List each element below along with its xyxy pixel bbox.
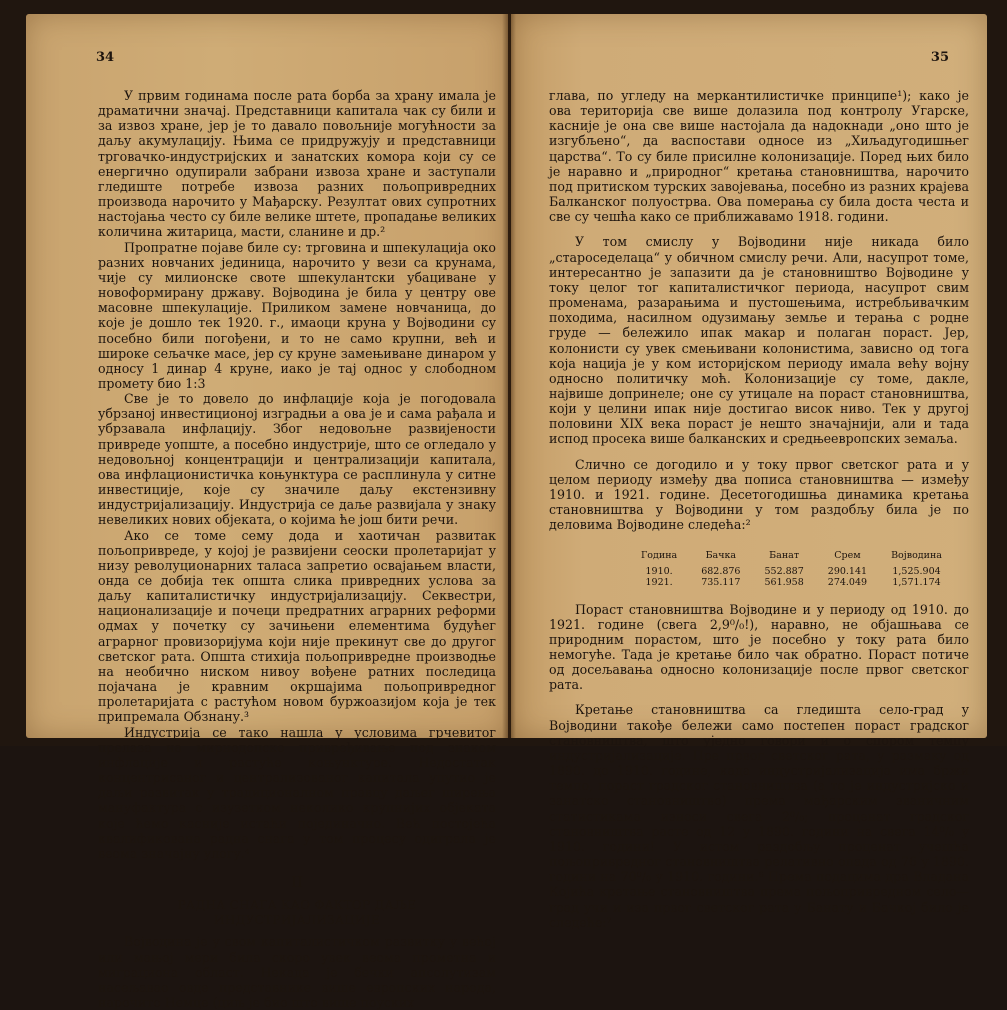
paragraph: У том смислу у Војводини није никада било „староседелаца“ у обичном смислу речи. Али, насупрот томе, интересантно је запазити да је становништво Војводине у току целог тог капиталистичког периода, насупрот свим променама, разарањима и пустошењима, истребљивачким походима, насилном одузимању земље и терања с родне груде — бележило ипак макар и полаган пораст. Јер, колонисти су увек смењивани колонистима, зависно од тога која нација је у ком историјском периоду имала већу војну односно политичку моћ. Колонизације су томе, дакле, највише допринеле; оне су утицале на пораст становништва, који у целини ипак није достигао висок ниво. Тек у другој половини XIX века пораст је нешто значајнији, али и тада испод просека више балканских и средњеевропских земаља.	[549, 234, 969, 447]
table-row	[629, 577, 954, 588]
table-row	[629, 566, 954, 577]
table-cell: 552.887	[764, 565, 804, 577]
table-cell: 735.117	[701, 576, 741, 588]
section-heading: РАДНА СНАГА КАО ФАКТОР ДАЉЕ ИНДУСТРИЈАЛИЗАЦИЈЕ	[177, 898, 417, 928]
paragraph: глава, по угледу на меркантилистичке принципе¹); како је ова територија све више долазила под контролу Угарске, касније је она све више настојала да надокнади „оно што је изгубљено“, да васпостави односе из „Хиљадугодишњег царства“. То су биле присилне колонизације. Поред њих било је наравно и „природног“ кретања становништва, нарочито под притиском турских завојевања, посебно из разних крајева Балканског полуострва. Ова померања су била доста честа и све су чешћа како се приближавамо 1918. години.	[549, 88, 969, 225]
table-cell: 1,525.904	[892, 565, 941, 577]
table-cell: 274.049	[827, 576, 868, 588]
left-page-text	[98, 88, 496, 1010]
table-cell: 561.958	[764, 576, 804, 588]
section-number: II	[291, 872, 303, 891]
table-header-cell: Банат	[769, 550, 800, 562]
table-header-row	[629, 546, 954, 565]
page-number-right: 35	[930, 50, 949, 65]
left-page	[26, 14, 508, 1010]
paragraph: Ако се томе сему дода и хаотичан развитак пољопривреде, у којој је развијени сеоски пролетаријат у низу револуционарних таласа запретио освајањем власти, онда се добија тек општа слика привредних услова за даљу капиталистичку индустријализацију. Секвестри, национализације и почеци предратних аграрних реформи одмах у почетку су зачињени елементима будућег аграрног провизоријума који није прекинут све до другог светског рата. Општа стихија пољопривредне производње на необично ниском нивоу вођене ратних последица појачана је кравним окршајима пољопривредног пролетаријата с растућом новом буржоазијом која је тек припремала Обзнану.³	[98, 527, 496, 725]
table-header-cell: Бачка	[705, 550, 737, 562]
table-cell: 1921.	[645, 576, 673, 588]
paragraph: Војводина је у свом капиталистичком развитку у већој или мањој мери била скоро увек веома прометна и миграциона област. Некада је бечки апсолутизам насељавао овде представнике више европских народа, нарочито Немце (циљ је био што више поуских	[98, 934, 496, 1010]
page-number-left: 34	[96, 50, 115, 65]
table-cell: 1910.	[645, 565, 673, 577]
paragraph: Индустрија се тако нашла у условима грчевитог прелаза на мирнодопско привређивање под знаком инфлације и растуће коњунктуре. Недостатак концентрисаног и централизованог капитала упутио је даљи развитак у традиционалном правцу даљег ширења мануфактура с изузетком неколико крупнијих објеката које ћемо касније истаћи појединачно. Већ постојећа квалификована радна снага у том процесу одиграла је веома значајну улогу.⁴	[98, 724, 496, 861]
right-page	[511, 14, 987, 930]
paragraph: Све је то довело до инфлације која је погодовала убрзаној инвестиционој изградњи а ова је и сама рађала и убрзавала инфлацију. Због недовољне развијености привреде уопште, а посебно индустрије, што се огледало у недовољној концентрацији и централизацији капитала, ова инфлационистичка коњунктура се расплинула у ситне инвестиције, које су значиле даљу екстензивну индустријализацију. Индустрија се даље развијала у знаку невеликих нових објеката, о којима ће још бити речи.	[98, 391, 496, 528]
paragraph: У првим годинама после рата борба за храну имала је драматични значај. Представници капитала чак су били и за извоз хране, јер је то давало повољније могућности за даљу акумулацију. Њима се придружују и представници трговачко-индустријских и занатских комора који су се енергично одупирали забрани извоза хране и заступали гледиште потребе извоза разних пољопривредних производа нарочито у Мађарску. Резултат ових супротних настојања често су биле велике штете, пропадање великих количина житарица, масти, сланине и др.²	[98, 88, 496, 240]
paragraph: Слично се догодило и у току првог светског рата и у целом периоду између два пописа становништва — између 1910. и 1921. године. Десетогодишња динамика кретања становништва у Војводини у том раздобљу била је по деловима Војводине следећа:²	[549, 456, 969, 533]
paragraph: Кретање становништва са гледишта село-град у Војводини такође бележи само постепен пораст градског становништва, што уједно говори и о спором темпу индустријализације. Пре првог светског рата, у размаку од 1890. до 1910. године, када индустријализација има бржи темпо, пораст градског становништва (а то је индустријско и занатско становништво) према мађарским званичним статистикама износи свега 2⁰/₀; проценат градског становништва расте од 12 у 1890. години на свега 14⁰/₀ у 1910. години! У истом раздобљу проценат учешћа пољопривредног становништва релативно опада од 76 у 1890. години на 70⁰/₀ у 1910. години.⁶ Према подацима дра Владана Којића кретање становништва према пољопривредном село—град учи и иза првог светског рата у Банату и Бачкој било је следеће:⁷	[549, 702, 969, 930]
paragraph: Пропратне појаве биле су: трговина и шпекулација око разних новчаних јединица, нарочито у вези са крунама, чије су милионске своте шпекулантски убациване у новоформирану државу. Војводина је била у центру ове масовне шпекулације. Приликом замене новчаница, до које је дошло тек 1920. г., имаоци круна у Војводини су посебно били погођени, и то не само крупни, већ и широке сељачке масе, јер су круне замењиване динаром у односу 1 динар 4 круне, иако је тај однос у слободном промету био 1:3	[98, 239, 496, 391]
paragraph: Пораст становништва Војводине и у периоду од 1910. до 1921. године (свега 2,9⁰/₀!), наравно, не објашњава се природним порастом, што је посебно у току рата било немогуће. Тада је кретање било чак обратно. Пораст потиче од досељавања односно колонизације после првог светског рата.	[549, 601, 969, 693]
table-header-cell: Срем	[834, 550, 861, 562]
table-cell: 1,571.174	[892, 576, 941, 588]
table-header-cell: Војводина	[891, 550, 942, 562]
table-header-cell: Година	[641, 550, 678, 562]
population-table	[629, 546, 954, 587]
right-page-text	[549, 88, 969, 930]
book-gutter	[502, 14, 516, 738]
table-cell: 682.876	[701, 565, 741, 577]
table-cell: 290.141	[827, 565, 868, 577]
